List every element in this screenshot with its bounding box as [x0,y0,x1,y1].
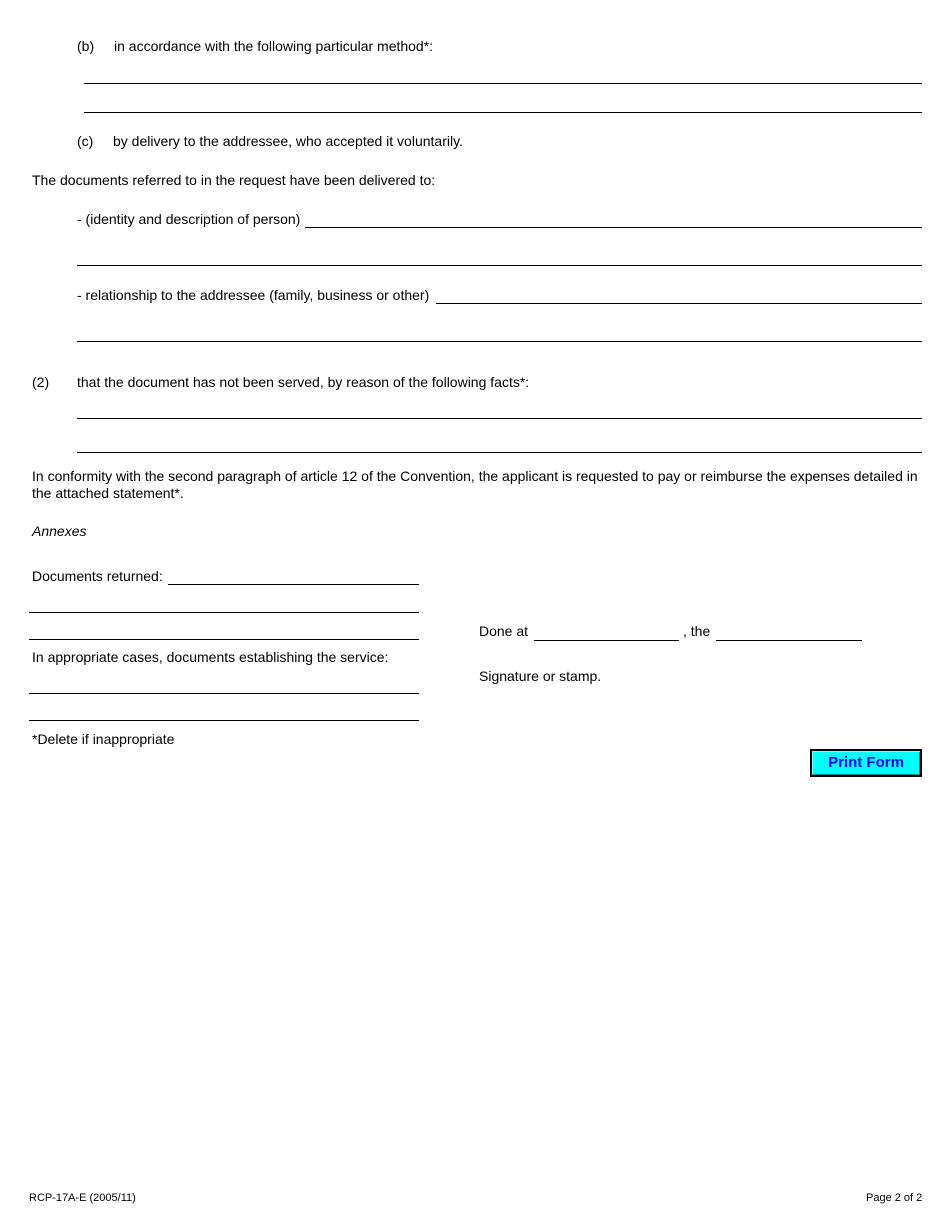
the-label: , the [683,623,711,639]
appropriate-cases-label: In appropriate cases, documents establishing the service: [32,649,389,665]
signature-label: Signature or stamp. [479,668,602,684]
item-2-marker: (2) [32,374,50,390]
relationship-label: - relationship to the addressee (family, business or other) [77,287,430,303]
service-documents-field-line-1[interactable] [29,693,419,694]
date-field-line[interactable] [716,640,862,641]
documents-returned-label: Documents returned: [32,568,163,584]
item-b-marker: (b) [77,38,95,54]
delete-note: *Delete if inappropriate [32,731,175,747]
conformity-paragraph: In conformity with the second paragraph of article 12 of the Convention, the applicant is requested to pay or reimburse the expenses detailed in the attached statement*. [32,468,918,501]
form-code: RCP-17A-E (2005/11) [29,1192,136,1204]
service-documents-field-line-2[interactable] [29,720,419,721]
done-at-label: Done at [479,623,529,639]
print-form-button[interactable]: Print Form [810,749,922,777]
relationship-field-line-1[interactable] [436,303,922,304]
facts-field-line-2[interactable] [77,452,922,453]
delivered-intro: The documents referred to in the request have been delivered to: [32,172,436,188]
method-field-line-1[interactable] [84,83,922,84]
documents-returned-field-line-3[interactable] [29,639,419,640]
documents-returned-field-line-2[interactable] [29,612,419,613]
page-number: Page 2 of 2 [866,1192,923,1204]
method-field-line-2[interactable] [84,112,922,113]
item-b-text: in accordance with the following particular method*: [114,38,434,54]
identity-field-line-1[interactable] [305,227,922,228]
identity-label: - (identity and description of person) [77,211,301,227]
relationship-field-line-2[interactable] [77,341,922,342]
item-c-text: by delivery to the addressee, who accepted it voluntarily. [113,133,463,149]
documents-returned-field-line-1[interactable] [168,584,419,585]
annexes-label: Annexes [32,523,87,539]
item-2-text: that the document has not been served, by reason of the following facts*: [77,374,530,390]
facts-field-line-1[interactable] [77,418,922,419]
identity-field-line-2[interactable] [77,265,922,266]
item-c-marker: (c) [77,133,94,149]
done-at-field-line[interactable] [534,640,679,641]
